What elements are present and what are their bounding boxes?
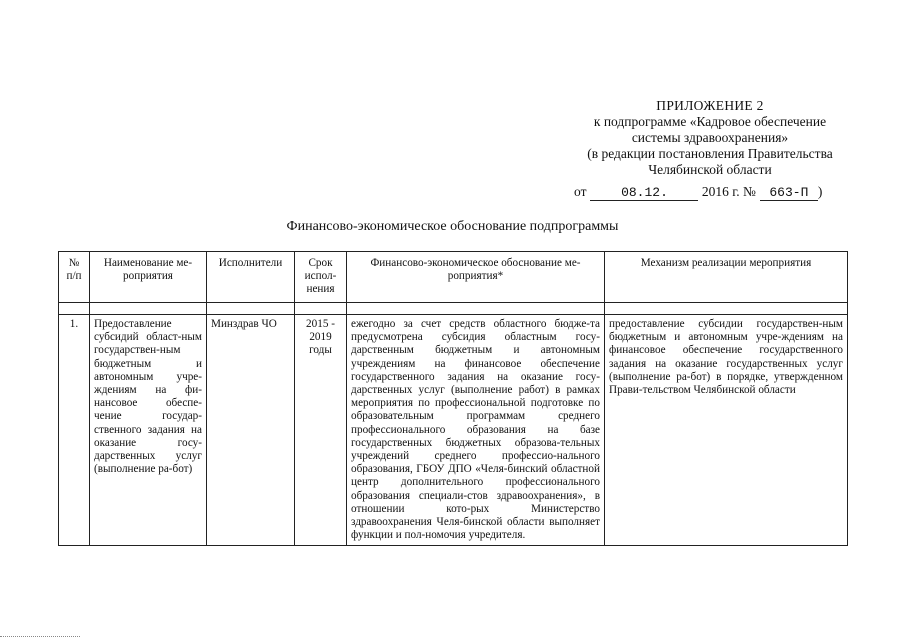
justification-table [58, 251, 848, 546]
header-mechanism: Механизм реализации мероприятия [605, 252, 848, 303]
appendix-header [560, 98, 860, 178]
scan-edge-mark [0, 636, 80, 637]
date-suffix: 2016 г. № [701, 184, 756, 199]
header-executors: Исполнители [207, 252, 295, 303]
spacer-cell [59, 303, 90, 315]
header-term: Срок испол-нения [295, 252, 347, 303]
spacer-cell [207, 303, 295, 315]
table-header-row [59, 252, 848, 303]
row-mechanism: предоставление субсидии государствен-ным бюджетным и автономным учре-ждениям на финансовое обеспечение государственного задания на оказание государственных услуг (выполнение ра-бот) в порядке, утвержденном Прави-тельством Челябинской области [605, 315, 848, 546]
resolution-number: 663-П [760, 186, 818, 201]
appendix-line-1: к подпрограмме «Кадровое обеспечение [593, 114, 827, 129]
row-justification: ежегодно за счет средств областного бюдже-та предусмотрена субсидия областным госу-дарственным бюджетным и автономным учреждениям на финансовое обеспечение государственного задания на оказание госу-дарственных услуг (выполнение работ) в рамках мероприятия по профессиональной подготовке по образовательным программам среднего профессионального образования на базе государственных бюджетных образова-тельных учреждений среднего профессио-нального образования, ГБОУ ДПО «Челя-бинский областной центр дополнительного профессионального образования специали-стов здравоохранения», в отношении кото-рых Министерство здравоохранения Челя-бинской области выполняет функции и пол-номочия учредителя. [347, 315, 605, 546]
document-title: Финансово-экономическое обоснование подпрограммы [286, 219, 619, 234]
row-executor: Минздрав ЧО [207, 315, 295, 546]
resolution-dateline [574, 184, 822, 201]
appendix-title: ПРИЛОЖЕНИЕ 2 [656, 98, 764, 113]
row-term: 2015 - 2019 годы [295, 315, 347, 546]
row-number: 1. [59, 315, 90, 546]
row-measure-name: Предоставление субсидий област-ным государствен-ным бюджетным и автономным учре-ждениям на фи-нансовое обеспе-чение государ-ственного задания на оказание госу-дарственных услуг (выполнение ра-бот) [90, 315, 207, 546]
spacer-cell [347, 303, 605, 315]
header-number: № п/п [59, 252, 90, 303]
table-spacer-row [59, 303, 848, 315]
appendix-line-4: Челябинской области [648, 162, 772, 177]
spacer-cell [90, 303, 207, 315]
header-name: Наименование ме-роприятия [90, 252, 207, 303]
appendix-line-2: системы здравоохранения» [631, 130, 789, 145]
table-row [59, 315, 848, 546]
spacer-cell [295, 303, 347, 315]
header-justification: Финансово-экономическое обоснование ме-роприятия* [347, 252, 605, 303]
spacer-cell [605, 303, 848, 315]
appendix-line-3: (в редакции постановления Правительства [587, 146, 833, 161]
resolution-date: 08.12. [590, 186, 698, 201]
close-paren: ) [817, 184, 823, 199]
date-prefix: от [574, 184, 587, 199]
